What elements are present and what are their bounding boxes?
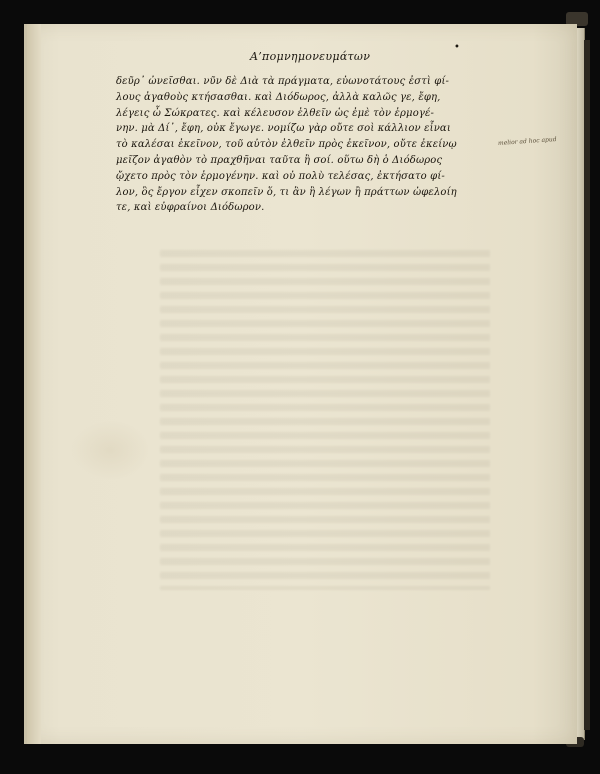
text-line: τε, καὶ εὐφραίνοι Διόδωρον. [116, 202, 265, 214]
text-line: λον, ὃς ἔργον εἶχεν σκοπεῖν ὅ, τι ἂν ἢ λέγων ἢ πράττων ὠφελοίη [116, 186, 457, 198]
show-through-text [160, 250, 490, 590]
handwritten-marginal-note: melior ad hoc apud [497, 135, 557, 148]
text-line: δεῦρ᾽ ὠνεῖσθαι. νῦν δὲ Διὰ τὰ πράγματα, εὐωνοτάτους ἐστὶ φί- [116, 76, 450, 87]
running-head: Α’πομνημονευμάτων [250, 50, 371, 63]
greek-text-block [116, 74, 496, 216]
text-line: μεῖζον ἀγαθὸν τὸ πραχθῆναι ταῦτα ἢ σοί. οὕτω δὴ ὁ Διόδωρος [116, 154, 443, 166]
text-line: λους ἀγαθοὺς κτήσασθαι. καὶ Διόδωρος, ἀλλὰ καλῶς γε, ἔφη, [116, 91, 441, 103]
page-dot-mark: • [454, 42, 460, 53]
paper-stain [70, 420, 150, 480]
text-line: τὸ καλέσαι ἐκεῖνον, τοῦ αὐτὸν ἐλθεῖν πρὸς ἐκεῖνον, οὔτε ἐκείνῳ [116, 139, 457, 151]
page-gutter [27, 24, 41, 744]
text-line: ᾤχετο πρὸς τὸν ἑρμογένην. καὶ οὐ πολὺ τελέσας, ἐκτήσατο φί- [116, 170, 445, 182]
book-spine-shadow [584, 40, 590, 730]
text-line: λέγεις ὦ Σώκρατες. καὶ κέλευσον ἐλθεῖν ὡς ἐμὲ τὸν ἑρμογέ- [116, 107, 435, 119]
text-line: νην. μὰ Δί᾽, ἔφη, οὐκ ἔγωγε. νομίζω γὰρ οὔτε σοὶ κάλλιον εἶναι [116, 123, 451, 135]
